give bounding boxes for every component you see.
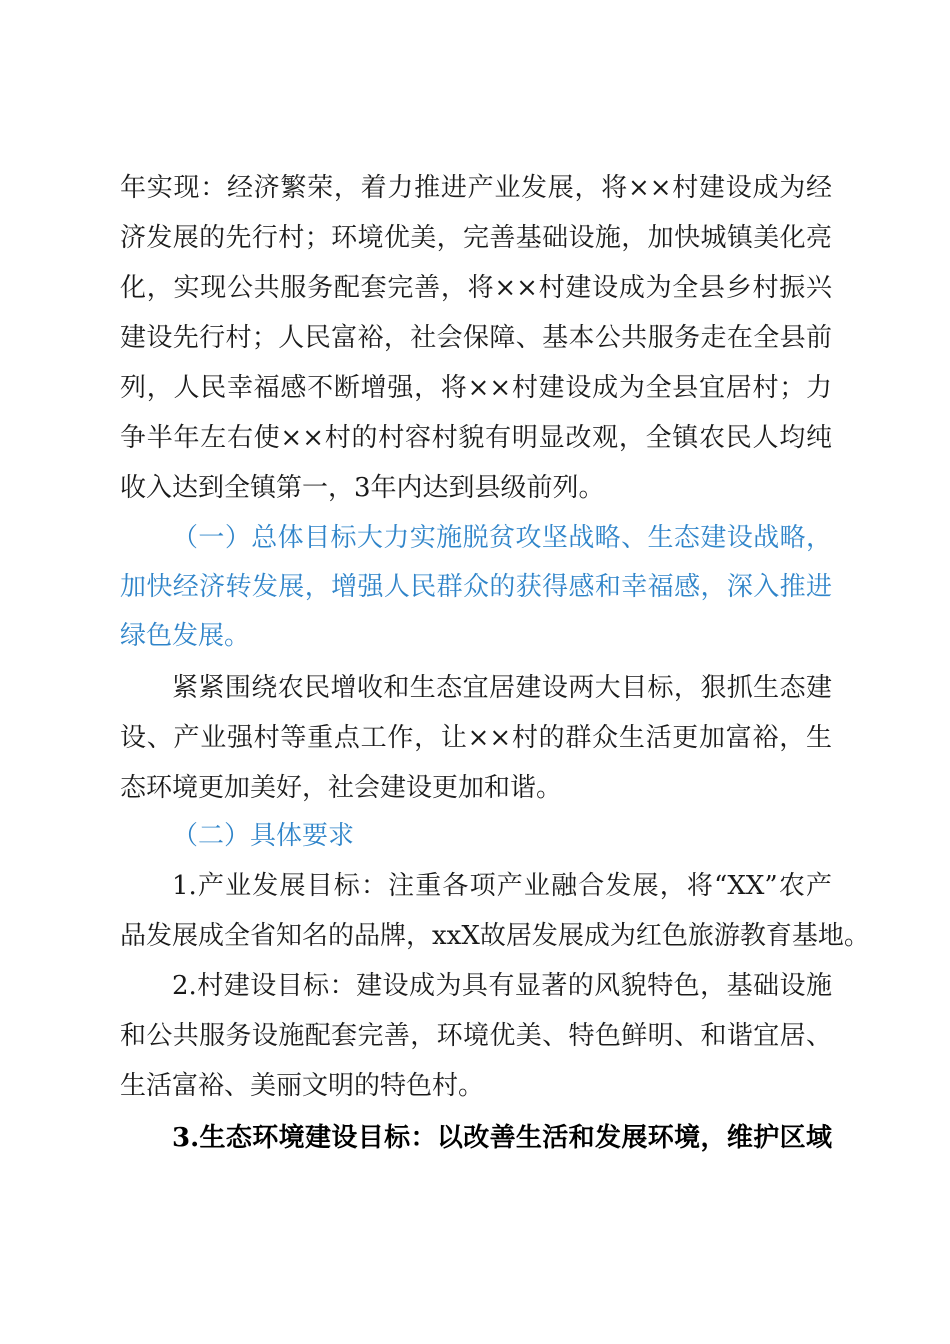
paragraph-line: 济发展的先行村；环境优美，完善基础设施，加快城镇美化亮 — [120, 223, 832, 253]
paragraph-line: 争半年左右使××村的村容村貌有明显改观，全镇农民人均纯 — [120, 423, 832, 453]
list-item-line: 1.产业发展目标：注重各项产业融合发展，将“XX”农产 — [172, 871, 832, 901]
paragraph-line: 列，人民幸福感不断增强，将××村建设成为全县宜居村；力 — [120, 373, 832, 403]
paragraph-line: 化，实现公共服务配套完善，将××村建设成为全县乡村振兴 — [120, 273, 832, 303]
section-heading-line: 加快经济转发展，增强人民群众的获得感和幸福感，深入推进 — [120, 572, 832, 602]
paragraph-line: 年实现：经济繁荣，着力推进产业发展，将××村建设成为经 — [120, 173, 832, 203]
paragraph-line: 紧紧围绕农民增收和生态宜居建设两大目标，狠抓生态建 — [172, 673, 832, 703]
list-item-line-bold: 3.生态环境建设目标：以改善生活和发展环境，维护区域 — [172, 1123, 832, 1153]
section-heading-line: （一）总体目标大力实施脱贫攻坚战略、生态建设战略， — [172, 523, 832, 553]
paragraph-line: 设、产业强村等重点工作，让××村的群众生活更加富裕，生 — [120, 723, 832, 753]
list-item-line: 生活富裕、美丽文明的特色村。 — [120, 1071, 485, 1101]
section-heading-line: 绿色发展。 — [120, 621, 251, 651]
paragraph-line: 建设先行村；人民富裕，社会保障、基本公共服务走在全县前 — [120, 323, 832, 353]
paragraph-line: 收入达到全镇第一，3年内达到县级前列。 — [120, 473, 605, 503]
list-item-line: 和公共服务设施配套完善，环境优美、特色鲜明、和谐宜居、 — [120, 1021, 832, 1051]
list-item-line: 2.村建设目标：建设成为具有显著的风貌特色，基础设施 — [172, 971, 832, 1001]
list-item-line: 品发展成全省知名的品牌，xxX故居发展成为红色旅游教育基地。 — [120, 921, 870, 951]
paragraph-line: 态环境更加美好，社会建设更加和谐。 — [120, 773, 563, 803]
section-heading: （二）具体要求 — [172, 821, 355, 851]
